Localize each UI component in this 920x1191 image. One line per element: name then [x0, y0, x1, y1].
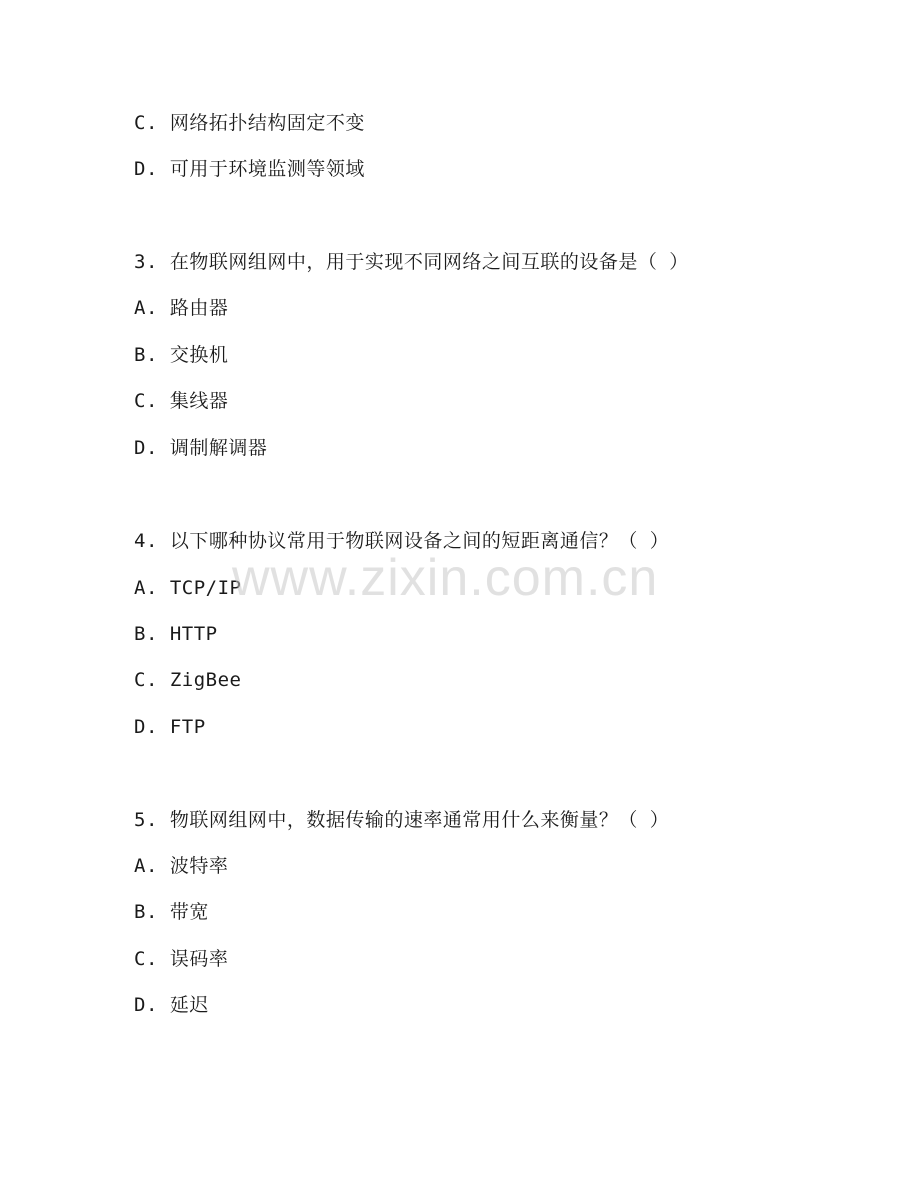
q3-option-a: A. 路由器 [134, 297, 229, 319]
q4-option-a: A. TCP/IP [134, 577, 242, 599]
q4-option-d: D. FTP [134, 716, 206, 738]
q4-option-b: B. HTTP [134, 623, 218, 645]
q3-option-c: C. 集线器 [134, 390, 229, 412]
watermark-text: www.zixin.com.cn [232, 549, 659, 607]
q5-option-a: A. 波特率 [134, 855, 229, 877]
q3-stem: 3. 在物联网组网中，用于实现不同网络之间互联的设备是（ ） [134, 251, 689, 273]
q5-option-d: D. 延迟 [134, 994, 209, 1016]
q4-option-c: C. ZigBee [134, 669, 242, 691]
q4-stem: 4. 以下哪种协议常用于物联网设备之间的短距离通信？（ ） [134, 530, 670, 552]
q5-option-c: C. 误码率 [134, 948, 229, 970]
q3-option-d: D. 调制解调器 [134, 437, 268, 459]
q3-option-b: B. 交换机 [134, 344, 229, 366]
q2-option-c: C. 网络拓扑结构固定不变 [134, 112, 365, 134]
q5-stem: 5. 物联网组网中，数据传输的速率通常用什么来衡量？（ ） [134, 809, 670, 831]
q5-option-b: B. 带宽 [134, 901, 209, 923]
q2-option-d: D. 可用于环境监测等领域 [134, 158, 365, 180]
